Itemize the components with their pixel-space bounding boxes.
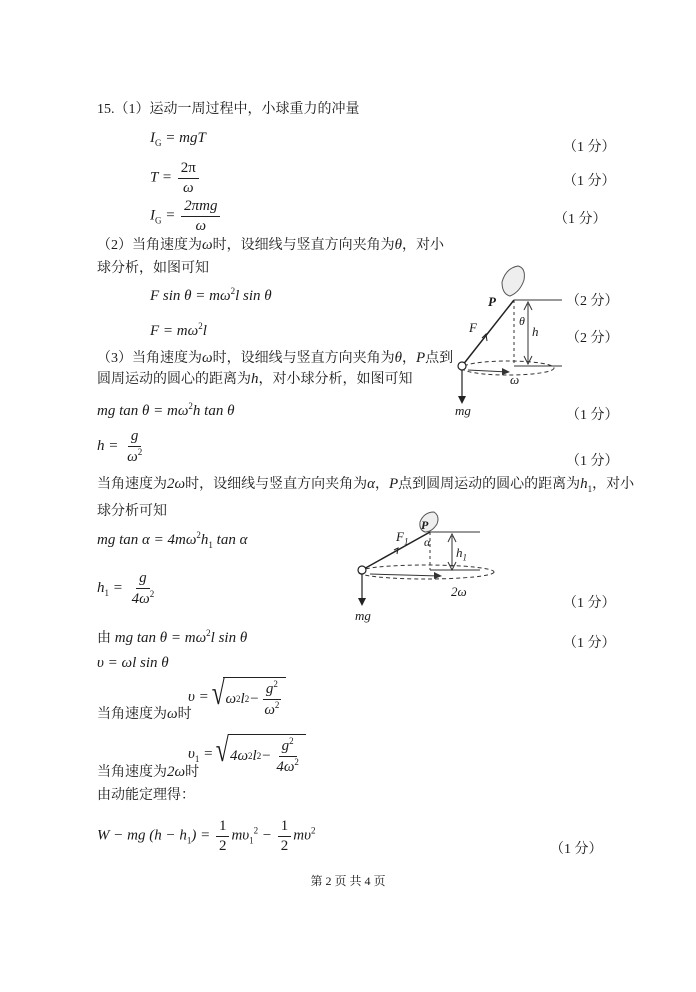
part2-line1: （2）当角速度为ω时，设细线与竖直方向夹角为θ，对小 bbox=[97, 237, 444, 253]
when-two-omega: 当角速度为2ω时 bbox=[97, 764, 200, 780]
score-9: （1 分） bbox=[563, 636, 616, 651]
fig2-label-P: P bbox=[421, 518, 429, 532]
score-8: （1 分） bbox=[563, 596, 616, 611]
score-2: （1 分） bbox=[563, 174, 616, 189]
fig1-label-theta: θ bbox=[519, 314, 525, 328]
figure-conical-pendulum-1 bbox=[440, 262, 570, 422]
eq-impulse: $I_G$ = mgT bbox=[150, 130, 206, 148]
score-1: （1 分） bbox=[563, 140, 616, 155]
score-4: （2 分） bbox=[566, 294, 619, 309]
part4-line2: 球分析可知 bbox=[97, 504, 167, 519]
eq-v: υ = ωl sin θ bbox=[97, 655, 169, 671]
eq-tan-alpha: mg $\tan \alpha = 4m\omega^2h_1$ tan α bbox=[97, 530, 248, 550]
when-omega: 当角速度为ω时 bbox=[97, 706, 192, 722]
fig2-label-alpha: α bbox=[424, 535, 431, 549]
score-10: （1 分） bbox=[550, 842, 603, 857]
question-header: 15.（1）运动一周过程中，小球重力的冲量 bbox=[97, 102, 360, 117]
score-5: （2 分） bbox=[566, 331, 619, 346]
fig2-label-mg: mg bbox=[355, 608, 371, 623]
eq-v-sqrt: υ = √ ω 2 l 2 − $\frac{g^2}{\omega^2}$ bbox=[188, 677, 286, 718]
eq-h: h = $\frac{g}{\omega^2}$ bbox=[97, 428, 143, 465]
fig2-label-h1: $h_1$ bbox=[456, 545, 467, 563]
fig2-label-F1: $F_1$ bbox=[396, 529, 409, 547]
page-number: 第 2 页 共 4 页 bbox=[310, 874, 386, 888]
eq-you: 由 mg $\tan \theta = m\omega^2l$ sin θ bbox=[97, 628, 248, 646]
eq-h1: $h_1$ = $\frac{g}{4\omega^2}$ bbox=[97, 570, 155, 607]
eq-f: $F = m\omega^2l$ bbox=[150, 321, 207, 339]
figure-conical-pendulum-2 bbox=[340, 510, 520, 623]
energy-theorem: 由动能定理得： bbox=[97, 788, 195, 803]
eq-period: T = $\frac{2\pi}{\omega}$ bbox=[150, 160, 201, 196]
part3-line1: （3）当角速度为ω时，设细线与竖直方向夹角为θ，P点到 bbox=[97, 350, 454, 366]
part3-line2: 圆周运动的圆心的距离为h，对小球分析，如图可知 bbox=[97, 371, 413, 387]
eq-v1-sqrt: $\upsilon_1$ = √ 4ω 2 l 2 − $\frac{g^2}{4\omega^2}$ bbox=[188, 734, 306, 775]
fig2-label-2omega: 2ω bbox=[451, 584, 467, 599]
fig1-label-omega: ω bbox=[510, 372, 520, 387]
score-3: （1 分） bbox=[554, 212, 607, 227]
fig1-label-P: P bbox=[488, 294, 496, 309]
eq-work: W − mg $(h - h_1)$ = $\frac{1}{2}$ $m\upsilon_1^2$ − $\frac{1}{2}$ $m\upsilon^2$ bbox=[97, 818, 316, 854]
fig1-label-F: F bbox=[469, 320, 477, 335]
fig1-label-h: h bbox=[532, 324, 539, 339]
fig1-label-mg: mg bbox=[455, 403, 471, 418]
part2-line2: 球分析，如图可知 bbox=[97, 261, 209, 276]
score-7: （1 分） bbox=[566, 454, 619, 469]
eq-fsin: F $\sin \theta = m\omega^2l$ sin θ bbox=[150, 286, 272, 304]
eq-impulse-result: $I_G$ = $\frac{\text{2πmg}}{\omega}$ bbox=[150, 198, 222, 234]
eq-tan: mg $\tan \theta = m\omega^2h$ tan θ bbox=[97, 401, 235, 419]
score-6: （1 分） bbox=[566, 408, 619, 423]
part4-line1: 当角速度为2ω时，设细线与竖直方向夹角为α，P点到圆周运动的圆心的距离为$h_1$，对小 bbox=[97, 476, 635, 494]
hand-icon bbox=[502, 266, 524, 296]
